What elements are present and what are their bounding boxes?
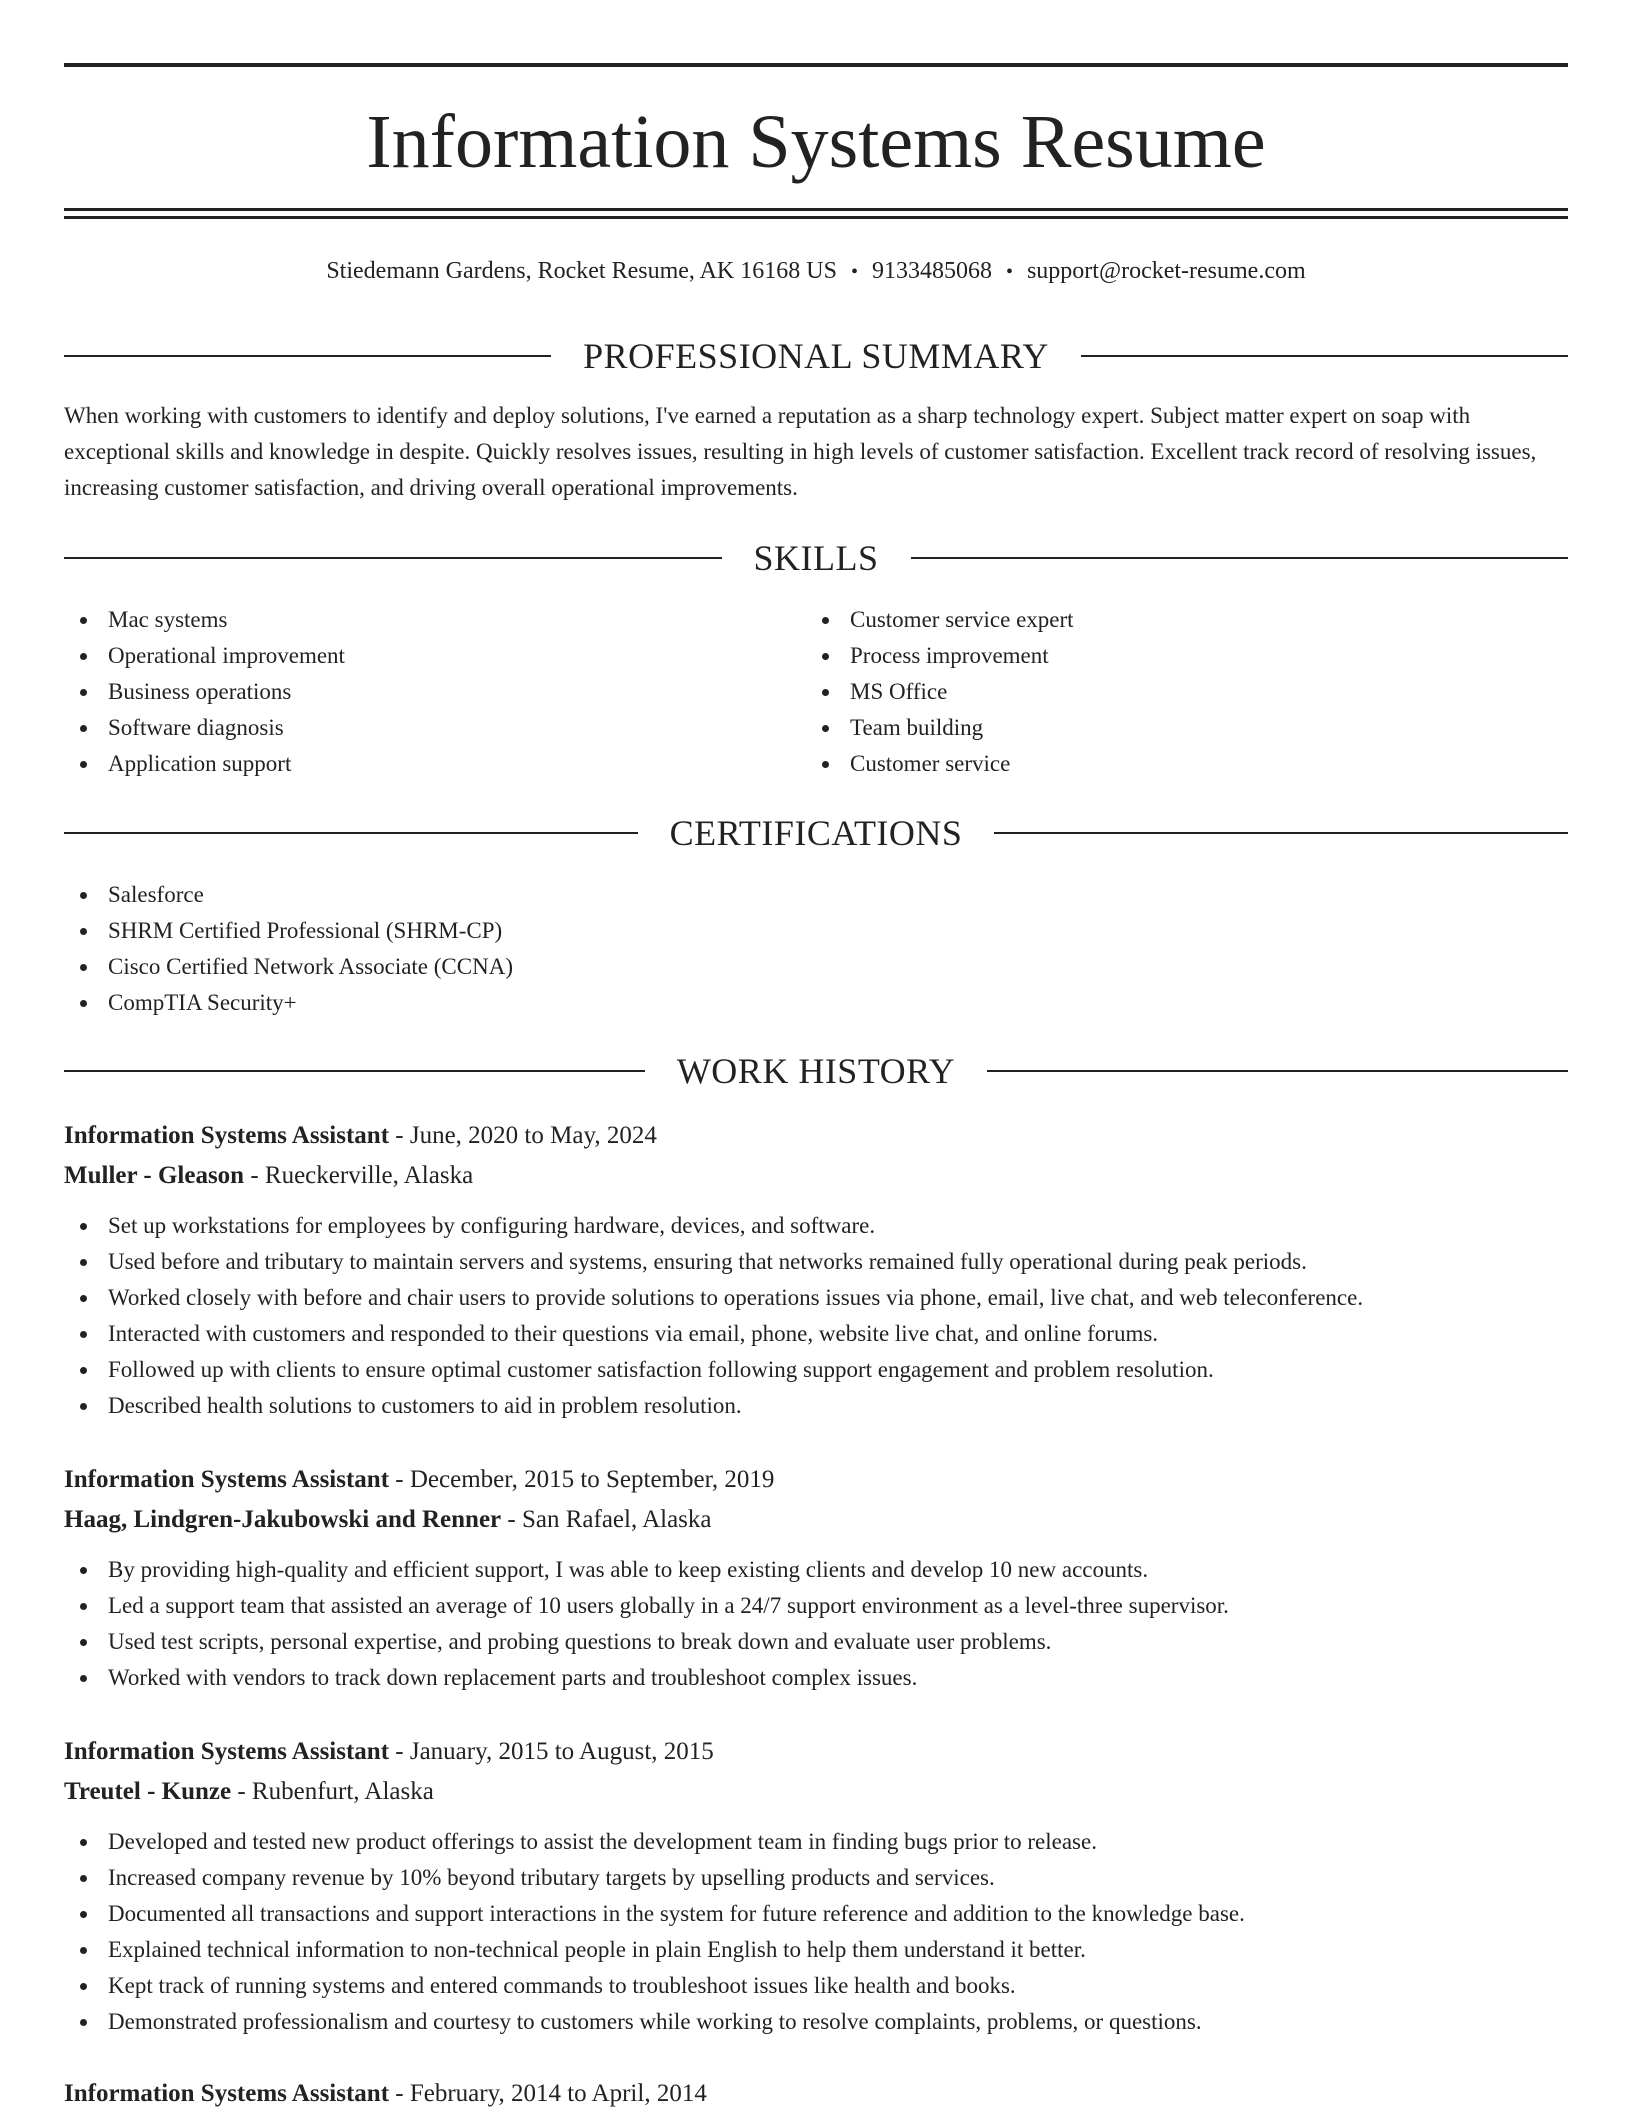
job-title-line: [64, 2074, 1568, 2114]
skill-item: Business operations: [64, 674, 804, 710]
skill-item: Process improvement: [806, 638, 1546, 674]
job-duty: Described health solutions to customers to aid in problem resolution.: [64, 1388, 1568, 1424]
job-duty: Used before and tributary to maintain servers and systems, ensuring that networks remained fully operational during peak periods.: [64, 1244, 1568, 1280]
contact-separator: •: [850, 261, 858, 283]
contact-phone: 9133485068: [871, 258, 992, 284]
heading-rule: [911, 557, 1569, 559]
job-duty: By providing high-quality and efficient support, I was able to keep existing clients and develop 10 new accounts.: [64, 1552, 1568, 1588]
job-title-line: [64, 1732, 1568, 1772]
certification-item: Cisco Certified Network Associate (CCNA): [64, 949, 1568, 985]
job-company: Muller - Gleason: [64, 1162, 245, 1189]
job-duty: Explained technical information to non-technical people in plain English to help them understand it better.: [64, 1932, 1568, 1968]
page-title: Information Systems Resume: [366, 100, 1266, 184]
job-duty: Kept track of running systems and entered commands to troubleshoot issues like health and books.: [64, 1968, 1568, 2004]
heading-rule: [1081, 355, 1568, 357]
section-title-summary: PROFESSIONAL SUMMARY: [583, 336, 1049, 376]
contact-line: [64, 254, 1568, 289]
heading-rule: [64, 557, 722, 559]
heading-rule: [64, 355, 551, 357]
job-location: - San Rafael, Alaska: [501, 1506, 712, 1533]
skill-item: MS Office: [806, 674, 1546, 710]
job-location: - Rubenfurt, Alaska: [231, 1778, 434, 1805]
title-rule-upper: [64, 208, 1568, 211]
section-heading-certifications: [64, 811, 1568, 855]
job-dates: - June, 2020 to May, 2024: [389, 1122, 657, 1149]
section-heading-work: [64, 1049, 1568, 1093]
top-rule: [64, 63, 1568, 67]
job-duty: Increased company revenue by 10% beyond tributary targets by upselling products and services.: [64, 1860, 1568, 1896]
job-duty: Documented all transactions and support interactions in the system for future reference and addition to the knowledge base.: [64, 1896, 1568, 1932]
certifications-list: [64, 877, 1568, 1021]
skill-item: Mac systems: [64, 602, 804, 638]
certification-item: Salesforce: [64, 877, 1568, 913]
job-company-line: [64, 1156, 1568, 1196]
job-title-line: [64, 1116, 1568, 1156]
section-title-skills: SKILLS: [753, 538, 879, 578]
job-duty: Interacted with customers and responded to their questions via email, phone, website live chat, and online forums.: [64, 1316, 1568, 1352]
summary-text: When working with customers to identify and deploy solutions, I've earned a reputation as a sharp technology expert. Subject matter expert on soap with exceptional skills and knowledge in despite. Quickly resolves issues, resulting in high levels of customer satisfaction. Excellent track record of resolving issues, increasing customer satisfaction, and driving overall operational improvements.: [64, 403, 1537, 500]
heading-rule: [987, 1070, 1568, 1072]
section-title-work: WORK HISTORY: [676, 1051, 956, 1091]
skill-item: Customer service expert: [806, 602, 1546, 638]
job-entry: [64, 1460, 1568, 1696]
skill-item: Operational improvement: [64, 638, 804, 674]
job-title: Information Systems Assistant: [64, 1738, 390, 1765]
job-dates: - February, 2014 to April, 2014: [389, 2080, 707, 2107]
job-title: Information Systems Assistant: [64, 1122, 390, 1149]
skills-list-left: [64, 602, 804, 782]
job-company-line: [64, 1500, 1568, 1540]
heading-rule: [64, 832, 638, 834]
contact-address: Stiedemann Gardens, Rocket Resume, AK 16168 US: [326, 258, 837, 284]
heading-rule: [64, 1070, 645, 1072]
heading-rule: [994, 832, 1568, 834]
job-duty: Set up workstations for employees by configuring hardware, devices, and software.: [64, 1208, 1568, 1244]
job-duty: Led a support team that assisted an average of 10 users globally in a 24/7 support environment as a level-three supervisor.: [64, 1588, 1568, 1624]
job-duty: Followed up with clients to ensure optimal customer satisfaction following support engagement and problem resolution.: [64, 1352, 1568, 1388]
job-entry: [64, 1116, 1568, 1424]
job-duty: Worked with vendors to track down replacement parts and troubleshoot complex issues.: [64, 1660, 1568, 1696]
contact-email[interactable]: support@rocket-resume.com: [1026, 258, 1306, 284]
job-company: Treutel - Kunze: [64, 1778, 232, 1805]
job-location: - Rueckerville, Alaska: [244, 1162, 474, 1189]
job-duty: Developed and tested new product offerings to assist the development team in finding bugs prior to release.: [64, 1824, 1568, 1860]
skill-item: Team building: [806, 710, 1546, 746]
job-title-line: [64, 1460, 1568, 1500]
job-duty: Demonstrated professionalism and courtesy to customers while working to resolve complaints, problems, or questions.: [64, 2004, 1568, 2040]
skill-item: Customer service: [806, 746, 1546, 782]
skill-item: Software diagnosis: [64, 710, 804, 746]
job-dates: - January, 2015 to August, 2015: [389, 1738, 714, 1765]
job-duties-list: [64, 1552, 1568, 1696]
certification-item: CompTIA Security+: [64, 985, 1568, 1021]
job-company-line: [64, 1772, 1568, 1812]
job-dates: - December, 2015 to September, 2019: [389, 1466, 775, 1493]
job-duty: Used test scripts, personal expertise, and probing questions to break down and evaluate user problems.: [64, 1624, 1568, 1660]
job-entry: [64, 1732, 1568, 2040]
job-title: Information Systems Assistant: [64, 1466, 390, 1493]
job-duty: Worked closely with before and chair users to provide solutions to operations issues via phone, email, live chat, and web teleconference.: [64, 1280, 1568, 1316]
job-duties-list: [64, 1824, 1568, 2040]
contact-separator: •: [1005, 261, 1013, 283]
skills-list-right: [806, 602, 1546, 782]
job-company: Haag, Lindgren-Jakubowski and Renner: [64, 1506, 502, 1533]
job-title: Information Systems Assistant: [64, 2080, 390, 2107]
job-entry: [64, 2074, 1568, 2114]
section-heading-summary: [64, 334, 1568, 378]
title-rule-lower: [64, 216, 1568, 219]
job-duties-list: [64, 1208, 1568, 1424]
certification-item: SHRM Certified Professional (SHRM-CP): [64, 913, 1568, 949]
section-heading-skills: [64, 536, 1568, 580]
section-title-certifications: CERTIFICATIONS: [669, 813, 963, 853]
skill-item: Application support: [64, 746, 804, 782]
